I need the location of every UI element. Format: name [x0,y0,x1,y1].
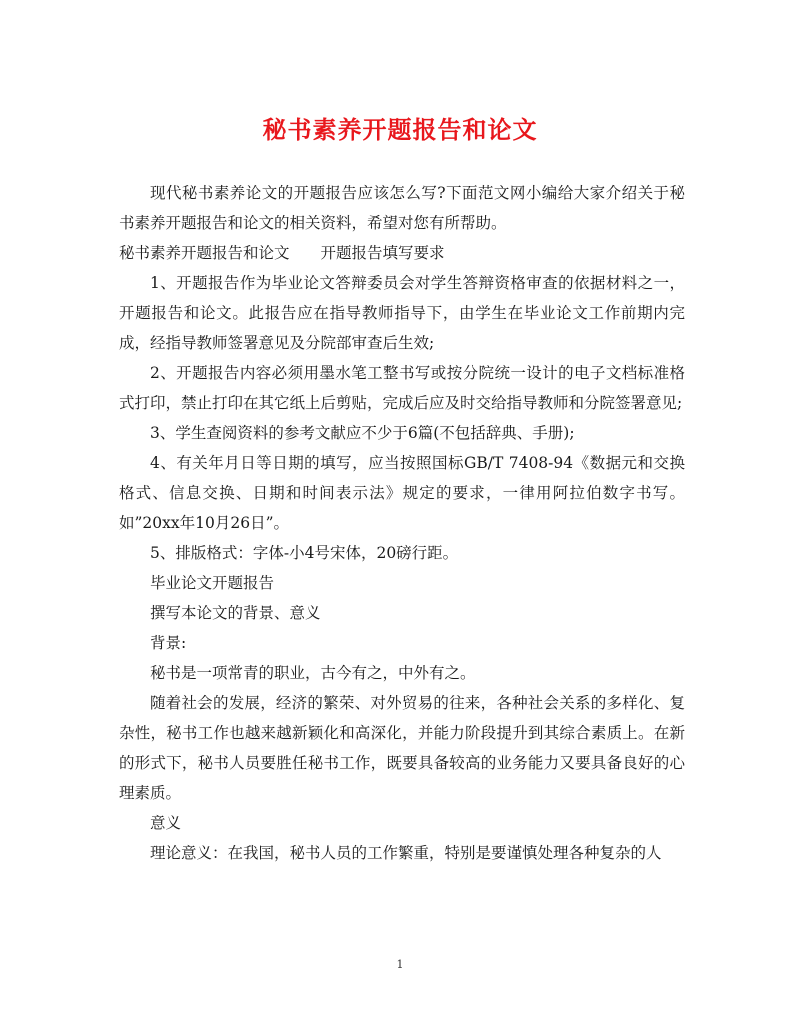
section-heading-requirements: 秘书素养开题报告和论文 开题报告填写要求 [119,244,445,262]
requirement-item-4: 4、有关年月日等日期的填写，应当按照国标GB/T 7408-94《数据元和交换格式、信息交换、日期和时间表示法》规定的要求，一律用阿拉伯数字书写。如”20xx年10月26日”。 [119,454,685,532]
label-background: 背景: [150,634,187,652]
background-paragraph-1: 秘书是一项常青的职业，古今有之，中外有之。 [150,664,476,682]
requirement-item-1: 1、开题报告作为毕业论文答辩委员会对学生答辩资格审查的依据材料之一，开题报告和论文。此报告应在指导教师指导下，由学生在毕业论文工作前期内完成，经指导教师签署意见及分院部审查后生效; [119,274,685,352]
requirement-item-2: 2、开题报告内容必须用墨水笔工整书写或按分院统一设计的电子文档标准格式打印，禁止打印在其它纸上后剪贴，完成后应及时交给指导教师和分院签署意见; [119,364,685,412]
document-title: 秘书素养开题报告和论文 [262,115,538,144]
section-heading-background-significance: 撰写本论文的背景、意义 [150,604,321,622]
section-heading-report: 毕业论文开题报告 [150,574,275,592]
significance-paragraph: 理论意义：在我国，秘书人员的工作繁重，特别是要谨慎处理各种复杂的人 [150,844,662,862]
intro-paragraph: 现代秘书素养论文的开题报告应该怎么写?下面范文网小编给大家介绍关于秘书素养开题报告和论文的相关资料，希望对您有所帮助。 [119,184,685,232]
background-paragraph-2: 随着社会的发展，经济的繁荣、对外贸易的往来，各种社会关系的多样化、复杂性，秘书工作也越来越新颖化和高深化，并能力阶段提升到其综合素质上。在新的形式下，秘书人员要胜任秘书工作，既要具备较高的业务能力又要具备良好的心理素质。 [119,694,685,802]
page-number: 1 [396,958,404,971]
document-body [119,178,685,868]
label-significance: 意义 [150,814,182,832]
requirement-item-3: 3、学生查阅资料的参考文献应不少于6篇(不包括辞典、手册); [150,424,575,442]
requirement-item-5: 5、排版格式：字体-小4号宋体，20磅行距。 [150,544,459,562]
